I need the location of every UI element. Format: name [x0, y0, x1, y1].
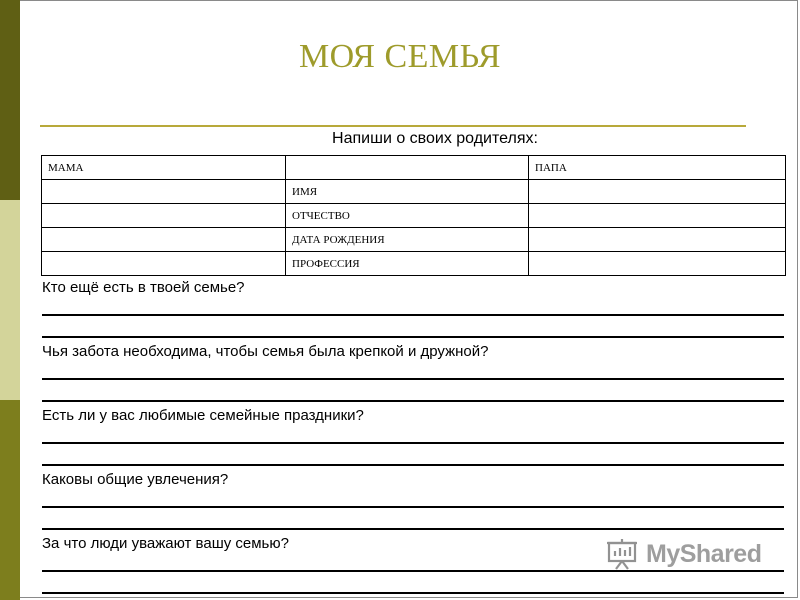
question-text: Кто ещё есть в твоей семье?	[42, 279, 245, 296]
field-header-cell	[286, 156, 529, 180]
field-label-cell: ОТЧЕСТВО	[286, 204, 529, 228]
papa-answer-cell[interactable]	[529, 180, 786, 204]
table-row	[42, 252, 786, 276]
answer-line[interactable]	[42, 378, 784, 380]
answer-line[interactable]	[42, 528, 784, 530]
question-block	[42, 470, 784, 534]
field-label-cell: ДАТА РОЖДЕНИЯ	[286, 228, 529, 252]
watermark-logo	[606, 537, 766, 573]
answer-line[interactable]	[42, 506, 784, 508]
table-row	[42, 180, 786, 204]
answer-line[interactable]	[42, 442, 784, 444]
table-row	[42, 228, 786, 252]
field-label-cell: ПРОФЕССИЯ	[286, 252, 529, 276]
mama-answer-cell[interactable]	[42, 204, 286, 228]
mama-header-cell: МАМА	[42, 156, 286, 180]
papa-answer-cell[interactable]	[529, 228, 786, 252]
page-title: МОЯ СЕМЬЯ	[298, 38, 502, 75]
decor-stripe-middle	[0, 200, 20, 400]
parents-table	[41, 155, 786, 276]
question-block	[42, 342, 784, 406]
question-text: За что люди уважают вашу семью?	[42, 535, 289, 552]
mama-answer-cell[interactable]	[42, 228, 286, 252]
table-header-row	[42, 156, 786, 180]
title-divider	[40, 125, 746, 127]
papa-answer-cell[interactable]	[529, 204, 786, 228]
decor-stripe-bottom	[0, 400, 20, 600]
answer-line[interactable]	[42, 400, 784, 402]
answer-line[interactable]	[42, 592, 784, 594]
parents-instruction: Напиши о своих родителях:	[332, 130, 538, 147]
papa-answer-cell[interactable]	[529, 252, 786, 276]
mama-answer-cell[interactable]	[42, 252, 286, 276]
question-text: Чья забота необходима, чтобы семья была крепкой и дружной?	[42, 343, 489, 360]
question-text: Есть ли у вас любимые семейные праздники?	[42, 407, 364, 424]
answer-line[interactable]	[42, 314, 784, 316]
answer-line[interactable]	[42, 464, 784, 466]
table-row	[42, 204, 786, 228]
question-block	[42, 406, 784, 470]
presentation-board-icon	[606, 537, 640, 571]
mama-answer-cell[interactable]	[42, 180, 286, 204]
decor-stripe-top	[0, 0, 20, 200]
question-text: Каковы общие увлечения?	[42, 471, 229, 488]
answer-line[interactable]	[42, 336, 784, 338]
papa-header-cell: ПАПА	[529, 156, 786, 180]
watermark-text: MyShared	[646, 540, 762, 568]
field-label-cell: ИМЯ	[286, 180, 529, 204]
question-block	[42, 278, 784, 342]
